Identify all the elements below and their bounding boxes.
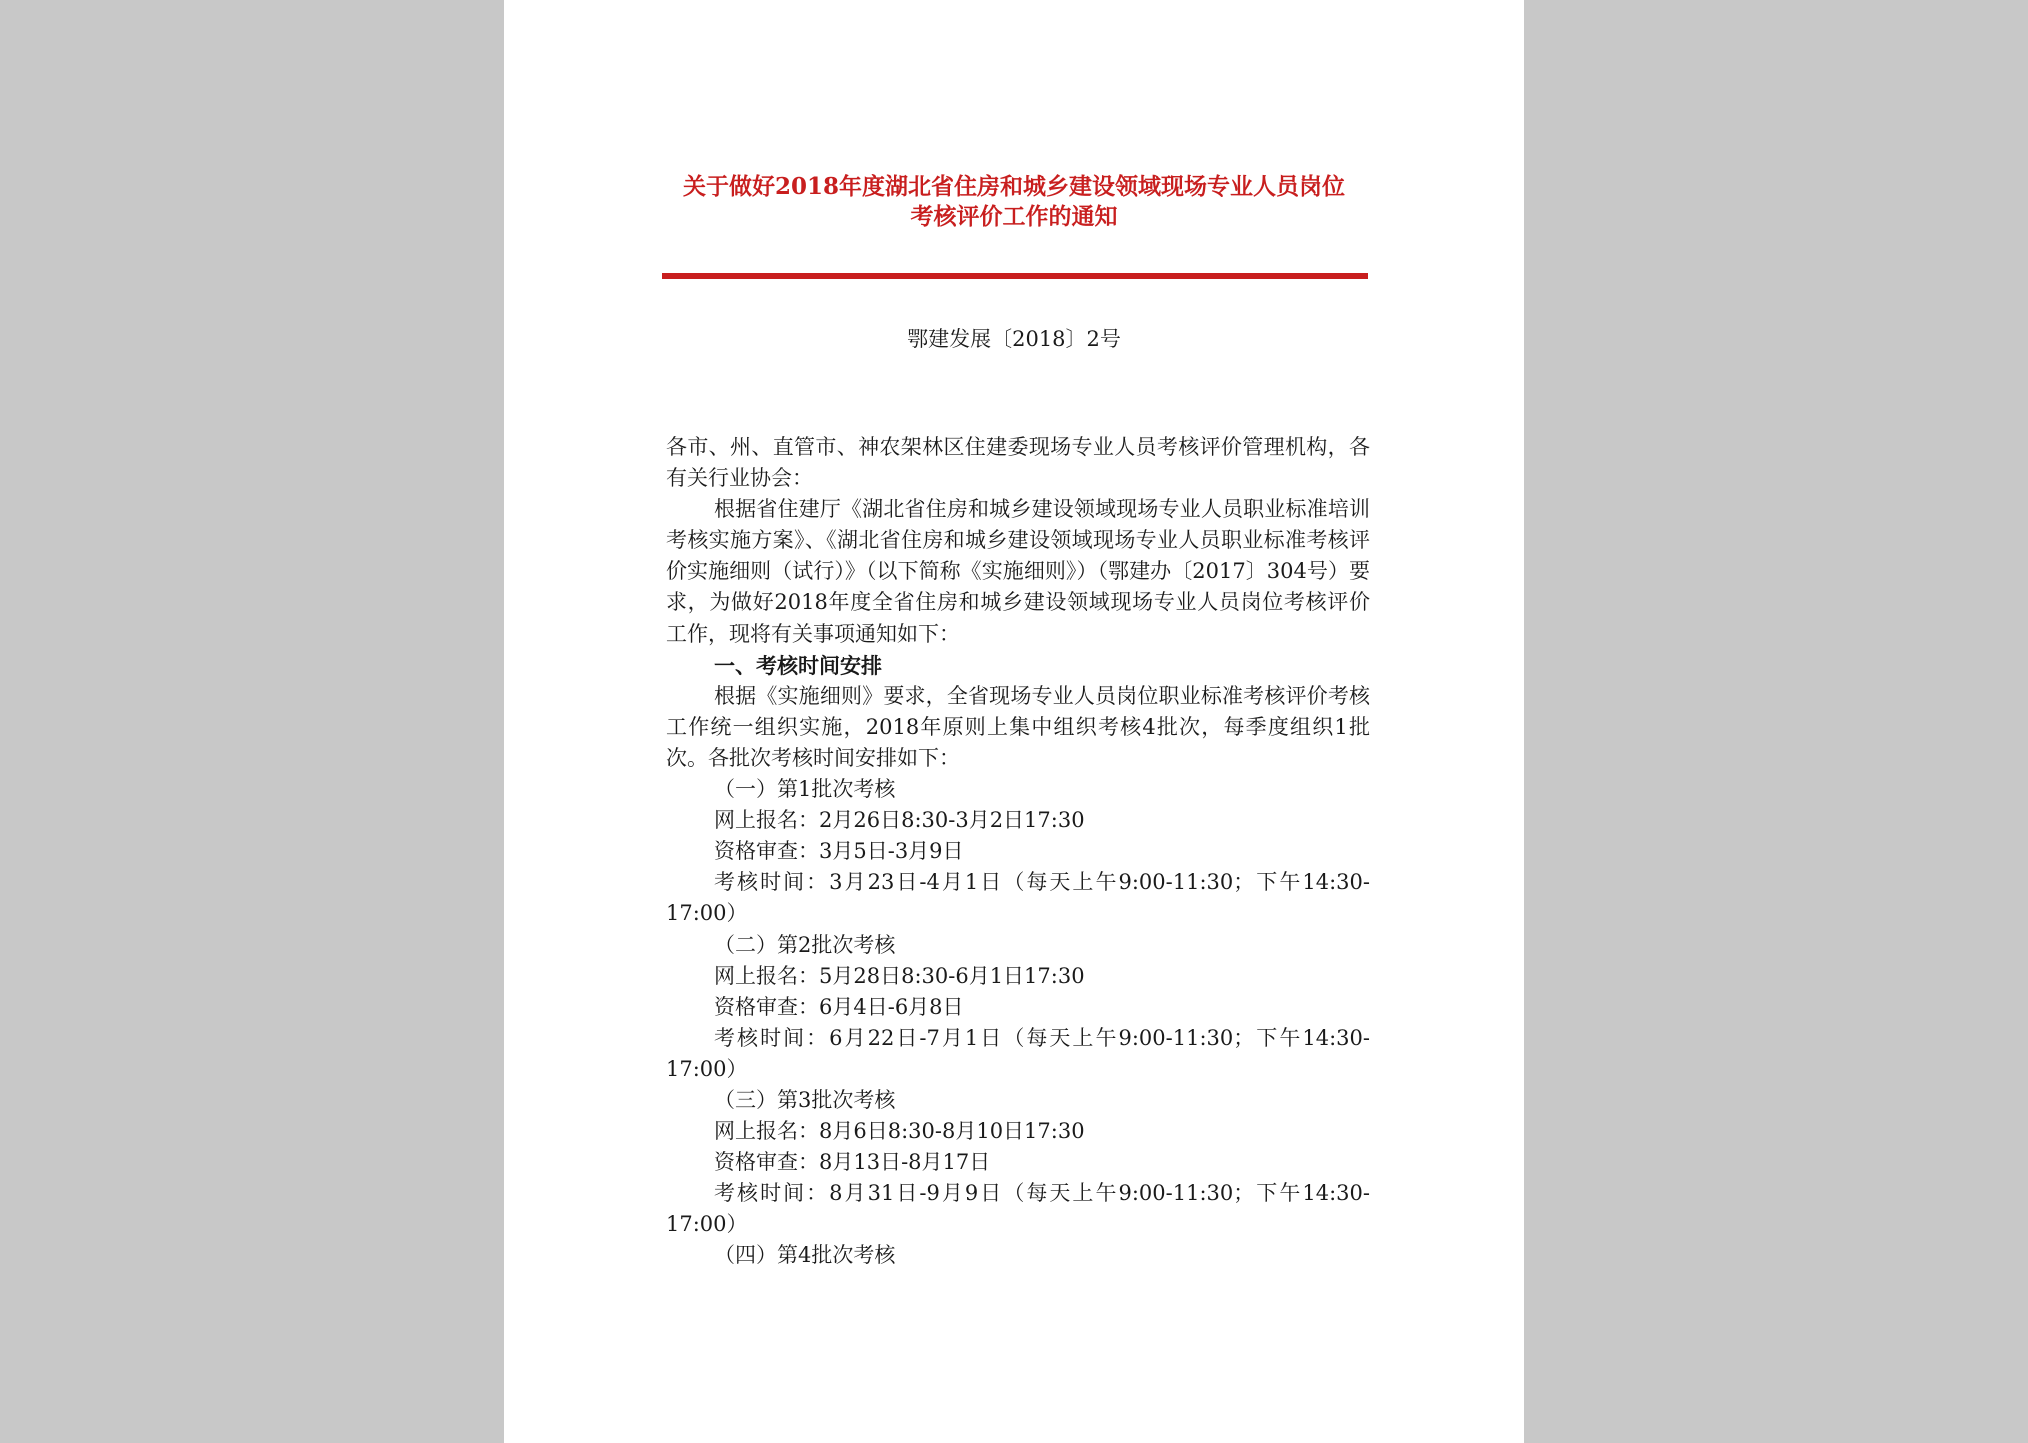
batch2-registration: 网上报名：5月28日8:30-6月1日17:30 [714, 963, 1085, 988]
batch2-heading: （二）第2批次考核 [714, 932, 896, 957]
document-title [654, 172, 1374, 232]
batch3-registration: 网上报名：8月6日8:30-8月10日17:30 [714, 1119, 1085, 1144]
batch4-heading: （四）第4批次考核 [714, 1243, 896, 1268]
batch1-review: 资格审查：3月5日-3月9日 [714, 839, 964, 864]
section1-heading: 一、考核时间安排 [714, 652, 882, 678]
batch1-registration: 网上报名：2月26日8:30-3月2日17:30 [714, 808, 1085, 833]
intro-paragraph: 根据省住建厅《湖北省住房和城乡建设领域现场专业人员职业标准培训考核实施方案》、《湖北省住房和城乡建设领域现场专业人员职业标准考核评价实施细则（试行）》（以下简称《实施细则》）（鄂建办〔2017〕304号）要求，为做好2018年度全省住房和城乡建设领域现场专业人员岗位考核评价工作，现将有关事项通知如下： [666, 497, 1370, 646]
batch3-exam-time: 考核时间：8月31日-9月9日（每天上午9:00-11:30；下午14:30-17:00） [666, 1181, 1370, 1237]
batch3-review: 资格审查：8月13日-8月17日 [714, 1150, 991, 1175]
batch1-heading: （一）第1批次考核 [714, 777, 896, 802]
document-title-line2: 考核评价工作的通知 [910, 203, 1118, 230]
document-number: 鄂建发展〔2018〕2号 [907, 327, 1121, 351]
document-body [666, 432, 1370, 1272]
document-page [504, 0, 1524, 1443]
batch2-review: 资格审查：6月4日-6月8日 [714, 994, 964, 1019]
batch3-heading: （三）第3批次考核 [714, 1087, 896, 1112]
red-divider-rule [662, 273, 1368, 279]
batch1-exam-time: 考核时间：3月23日-4月1日（每天上午9:00-11:30；下午14:30-17:00） [666, 870, 1370, 926]
addressee-paragraph: 各市、州、直管市、神农架林区住建委现场专业人员考核评价管理机构，各有关行业协会： [666, 435, 1370, 491]
document-title-line1: 关于做好2018年度湖北省住房和城乡建设领域现场专业人员岗位 [682, 173, 1345, 200]
batch2-exam-time: 考核时间：6月22日-7月1日（每天上午9:00-11:30；下午14:30-17:00） [666, 1025, 1370, 1081]
section1-paragraph: 根据《实施细则》要求，全省现场专业人员岗位职业标准考核评价考核工作统一组织实施，2018年原则上集中组织考核4批次，每季度组织1批次。各批次考核时间安排如下： [666, 683, 1370, 770]
